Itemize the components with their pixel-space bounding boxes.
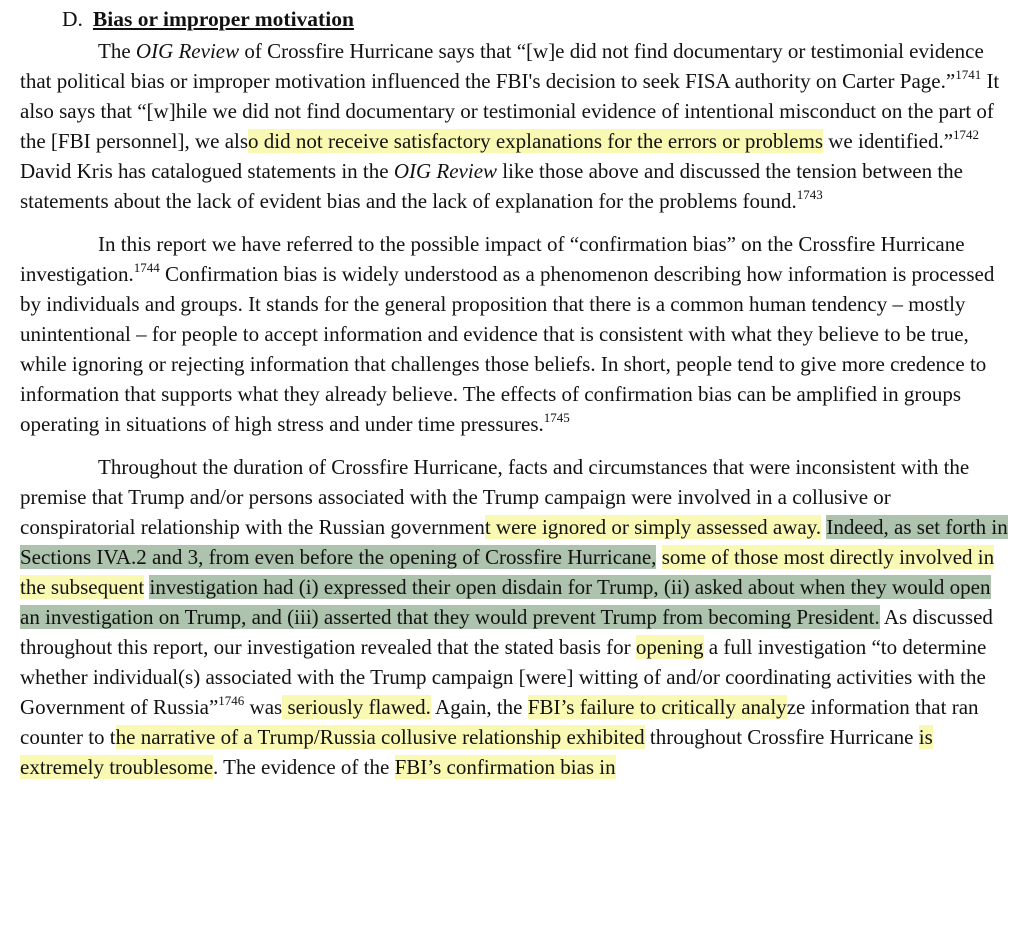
- p1-text: David Kris has catalogued statements in the: [20, 159, 394, 183]
- footnote-ref: 1744: [133, 260, 160, 275]
- highlight-yellow: some of those most directly involved in the subsequent: [20, 545, 995, 599]
- p1-text: It also says that “[w]hile we did not find documentary or testimonial evidence of intentional misconduct on the part of the [FBI personnel], we als: [20, 69, 1000, 153]
- p2-text: In this report we have referred to the possible impact of “confirmation bias” on the Crossfire Hurricane investigation.: [20, 232, 965, 286]
- highlight-yellow: he narrative of a Trump/Russia collusive relationship exhibited: [115, 725, 645, 749]
- section-heading: [20, 4, 1010, 34]
- footnote-ref: 1745: [543, 410, 570, 425]
- footnote-ref: 1746: [218, 693, 245, 708]
- p1-italic-title: OIG Review: [393, 159, 498, 183]
- p1-italic-title: OIG Review: [135, 39, 240, 63]
- p3-text: throughout Crossfire Hurricane: [644, 725, 919, 749]
- p3-text: ze information that ran counter to t: [20, 695, 979, 749]
- highlight-yellow: FBI’s failure to critically analy: [527, 695, 787, 719]
- footnote-ref: 1742: [953, 127, 980, 142]
- footnote-ref: 1743: [796, 187, 823, 202]
- document-page: [20, 4, 1010, 795]
- highlight-yellow: is extremely troublesome: [20, 725, 933, 779]
- highlight-green: Indeed, as set forth in Sections IVA.2 and 3, from even before the opening of Crossfire Hurricane,: [20, 515, 1008, 569]
- p3-text: a full investigation “to determine whether individual(s) associated with the Trump campaign [were] witting of and/or coordinating activities with the Government of Russia”: [20, 635, 987, 719]
- paragraph-1: [20, 36, 1010, 216]
- p3-text: As discussed throughout this report, our investigation revealed that the stated basis for: [20, 605, 993, 659]
- highlight-yellow: seriously flawed.: [282, 695, 431, 719]
- p1-text: The: [98, 39, 136, 63]
- p2-text: Confirmation bias is widely understood as a phenomenon describing how information is processed by individuals and groups. It stands for the general proposition that there is a common human tendency – mostly unintentional – for people to accept information and evidence that is consistent with what they believe to be true, while ignoring or rejecting information that challenges those beliefs. In short, people tend to give more credence to information that supports what they already believe. The effects of confirmation bias can be amplified in groups operating in situations of high stress and under time pressures.: [20, 262, 995, 436]
- p1-text: of Crossfire Hurricane says that “[w]e did not find documentary or testimonial evidence that political bias or improper motivation influenced the FBI's decision to seek FISA authority on Carter Page.”: [20, 39, 984, 93]
- p3-text: . The evidence of the: [213, 755, 395, 779]
- p3-text: Again, the: [430, 695, 528, 719]
- p3-text: Throughout the duration of Crossfire Hurricane, facts and circumstances that were inconsistent with the premise that Trump and/or persons associated with the Trump campaign were involved in a collusive or conspiratorial relationship with the Russian governmen: [20, 455, 970, 539]
- highlight-yellow: FBI’s confirmation bias in: [394, 755, 616, 779]
- highlight-yellow: t were ignored or simply assessed away.: [484, 515, 822, 539]
- paragraph-2: [20, 229, 1010, 439]
- section-letter: D.: [62, 7, 83, 31]
- highlight-yellow: opening: [635, 635, 704, 659]
- footnote-ref: 1741: [955, 67, 982, 82]
- p1-text: like those above and discussed the tension between the statements about the lack of evident bias and the lack of explanation for the problems found.: [20, 159, 964, 213]
- highlight-green: investigation had (i) expressed their open disdain for Trump, (ii) asked about when they would open an investigation on Trump, and (iii) asserted that they would prevent Trump from becoming President.: [20, 575, 991, 629]
- p3-text: was: [244, 695, 283, 719]
- paragraph-3: [20, 452, 1010, 782]
- p1-text: we identified.”: [823, 129, 954, 153]
- highlight-yellow: o did not receive satisfactory explanations for the errors or problems: [248, 129, 824, 153]
- section-title: Bias or improper motivation: [92, 7, 354, 31]
